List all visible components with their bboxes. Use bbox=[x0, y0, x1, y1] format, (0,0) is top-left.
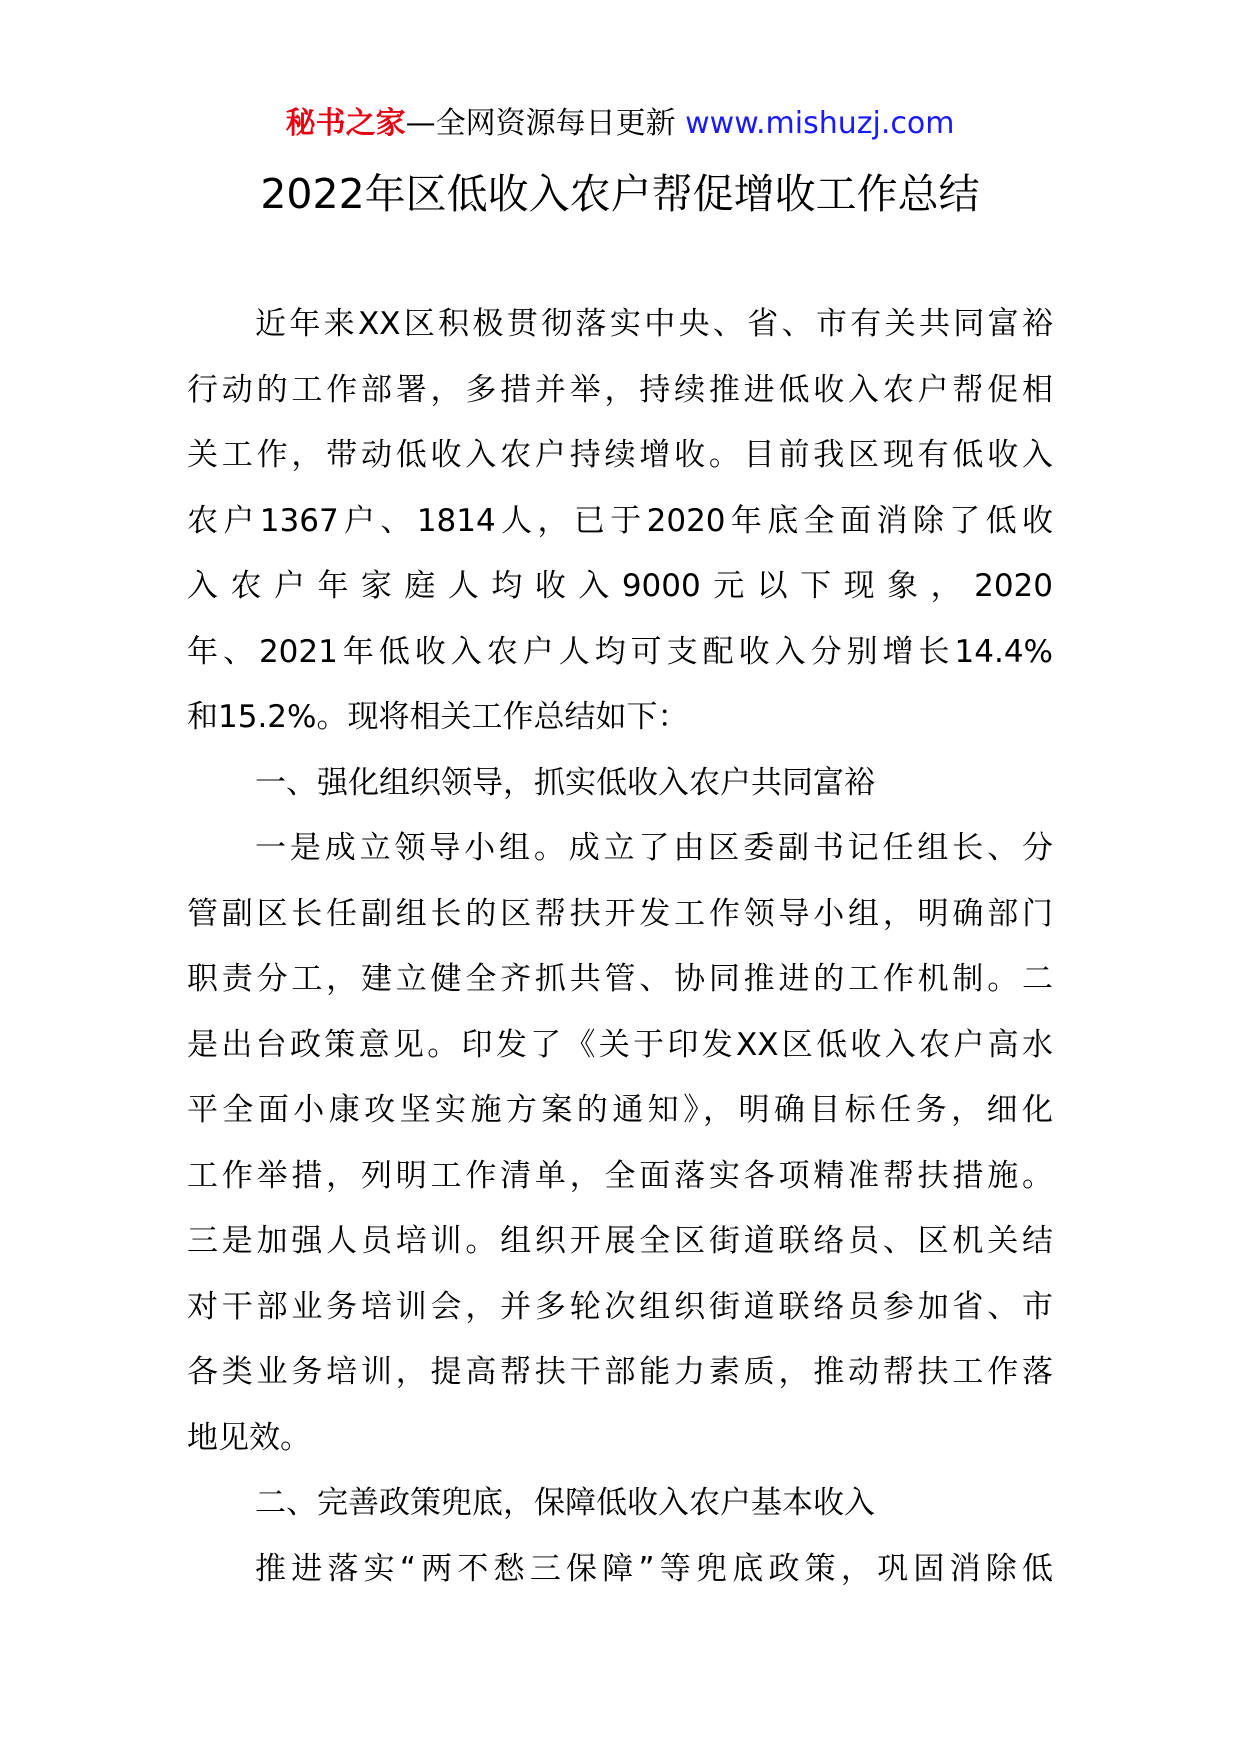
paragraph-line: 三是加强人员培训。组织开展全区街道联络员、区机关结 bbox=[187, 1223, 1053, 1259]
paragraph-line: 职责分工，建立健全齐抓共管、协同推进的工作机制。二 bbox=[187, 961, 1053, 997]
site-brand: 秘书之家 bbox=[285, 106, 406, 141]
document-body bbox=[187, 292, 1053, 1602]
paragraph-line: 农户1367户、1814人，已于2020年底全面消除了低收 bbox=[187, 502, 1053, 539]
paragraph-line: 年、2021年低收入农户人均可支配收入分别增长14.4% bbox=[187, 633, 1053, 670]
paragraph-line: 工作举措，列明工作清单，全面落实各项精准帮扶措施。 bbox=[187, 1157, 1053, 1194]
site-header bbox=[0, 100, 1240, 148]
paragraph-line: 行动的工作部署，多措并举，持续推进低收入农户帮促相 bbox=[187, 371, 1053, 408]
paragraph-line: 管副区长任副组长的区帮扶开发工作领导小组，明确部门 bbox=[187, 895, 1053, 932]
paragraph-line: 近年来XX区积极贯彻落实中央、省、市有关共同富裕 bbox=[255, 306, 1053, 342]
paragraph-line: 平全面小康攻坚实施方案的通知》，明确目标任务，细化 bbox=[187, 1092, 1053, 1128]
site-tagline: —全网资源每日更新 bbox=[405, 106, 676, 141]
site-url-link[interactable]: www.mishuzj.com bbox=[685, 106, 955, 141]
paragraph-line: 各类业务培训，提高帮扶干部能力素质，推动帮扶工作落 bbox=[187, 1354, 1053, 1390]
paragraph-line: 地见效。 bbox=[187, 1419, 311, 1456]
paragraph-line: 对干部业务培训会，并多轮次组织街道联络员参加省、市 bbox=[187, 1288, 1053, 1325]
document-title: 2022年区低收入农户帮促增收工作总结 bbox=[260, 170, 980, 218]
paragraph-line: 入农户年家庭人均收入9000元以下现象，2020 bbox=[187, 568, 1053, 604]
section-heading: 一、强化组织领导，抓实低收入农户共同富裕 bbox=[255, 764, 875, 801]
paragraph-line: 推进落实“两不愁三保障”等兜底政策，巩固消除低 bbox=[255, 1550, 1053, 1587]
paragraph-line: 一是成立领导小组。成立了由区委副书记任组长、分 bbox=[255, 830, 1053, 866]
section-heading: 二、完善政策兜底，保障低收入农户基本收入 bbox=[255, 1485, 875, 1521]
paragraph-line: 是出台政策意见。印发了《关于印发XX区低收入农户高水 bbox=[187, 1026, 1053, 1063]
paragraph-line: 和15.2%。现将相关工作总结如下： bbox=[187, 699, 689, 735]
paragraph-line: 关工作，带动低收入农户持续增收。目前我区现有低收入 bbox=[187, 437, 1053, 473]
